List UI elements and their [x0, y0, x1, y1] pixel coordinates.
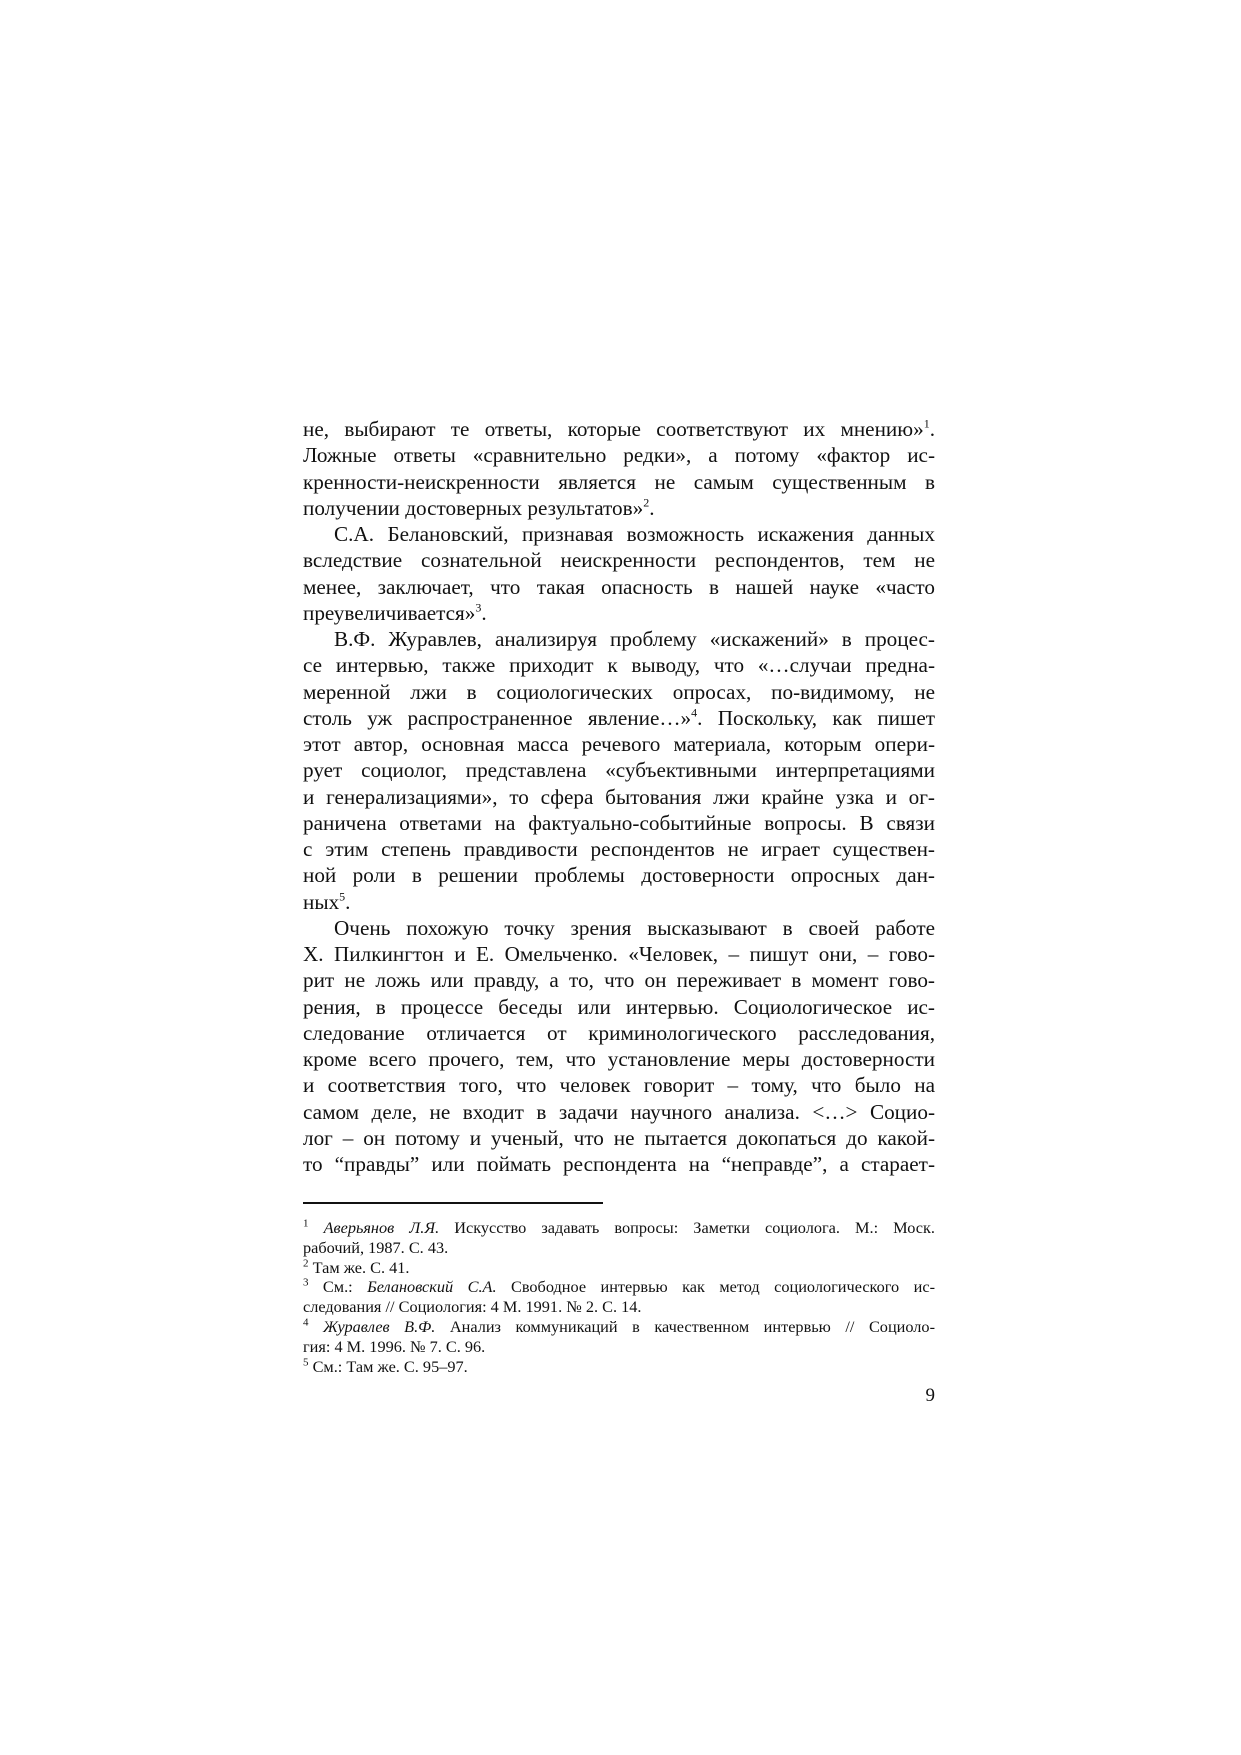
text-line: С.А. Белановский, признавая возможность искажения данных [334, 522, 935, 546]
text-line: лог – он потому и ученый, что не пытается докопаться до какой- [303, 1125, 935, 1150]
text-line: менее, заключает, что такая опасность в нашей науке «часто [303, 574, 935, 599]
text-line: кроме всего прочего, тем, что установление меры достоверности [303, 1047, 935, 1071]
footnote-1-cont: рабочий, 1987. С. 43. [303, 1237, 449, 1257]
text-line: то “правды” или поймать респондента на “неправде”, а старает- [303, 1152, 935, 1176]
text-line: Х. Пилкингтон и Е. Омельченко. «Человек, – пишут они, – гово- [303, 942, 935, 966]
text-line: рует социолог, представлена «субъективными интерпретациями [303, 758, 935, 783]
footnote-mark: 5 [303, 1355, 309, 1368]
footnote-1: $^1$ Аверьянов Л.Я. Искусство задавать вопросы: Заметки социолога. М.: Моск. [303, 1217, 935, 1237]
text-line: самом деле, не входит в задачи научного анализа. <…> Социо- [303, 1099, 935, 1124]
text-line: кренности-неискренности является не самым существенным в [303, 469, 935, 494]
text-line: и соответствия того, что человек говорит – тому, что было на [303, 1073, 935, 1098]
text-line: се интервью, также приходит к выводу, что «…случаи предна- [303, 653, 935, 678]
text-line: меренной лжи в социологических опросах, по-видимому, не [303, 679, 935, 704]
text-line: рения, в процессе беседы или интервью. Социологическое ис- [303, 994, 935, 1019]
footnotes [303, 1218, 935, 1376]
footnote-ref[interactable]: 3 [475, 600, 482, 615]
footnote-ref[interactable]: 4 [691, 705, 698, 720]
footnote-ref[interactable]: 1 [923, 416, 930, 431]
footnote-ref[interactable]: 2 [643, 495, 650, 510]
footnote-4-cont: гия: 4 М. 1996. № 7. С. 96. [303, 1336, 486, 1356]
footnote-mark: 3 [303, 1276, 309, 1289]
text-line: столь уж распространенное явление…»$^4$. Поскольку, как пишет [303, 705, 936, 730]
main-text [303, 416, 935, 1177]
text-line: преувеличивается»$^3$. [303, 600, 487, 625]
text-line: В.Ф. Журавлев, анализируя проблему «искажений» в процес- [334, 627, 935, 651]
text-line: получении достоверных результатов»$^2$. [303, 495, 655, 520]
text-line: этот автор, основная масса речевого материала, которым опери- [303, 732, 935, 756]
footnote-separator [303, 1202, 603, 1204]
footnote-mark: 1 [303, 1217, 309, 1230]
footnote-3-cont: следования // Социология: 4 М. 1991. № 2. С. 14. [303, 1297, 642, 1317]
footnote-mark: 4 [303, 1316, 309, 1329]
text-line: раничена ответами на фактуально-событийные вопросы. В связи [303, 810, 935, 835]
text-line: Ложные ответы «сравнительно редки», а потому «фактор ис- [303, 443, 935, 468]
text-line: не, выбирают те ответы, которые соответствуют их мнению»$^1$. [303, 416, 935, 441]
footnote-ref[interactable]: 5 [339, 888, 346, 903]
text-line: ных$^5$. [303, 888, 351, 914]
footnote-2: $^2$ Там же. С. 41. [303, 1257, 410, 1277]
footnote-5: $^5$ См.: Там же. С. 95–97. [303, 1355, 468, 1376]
footnote-mark: 2 [303, 1257, 309, 1269]
text-line: рит не ложь или правду, а то, что он переживает в момент гово- [303, 968, 935, 993]
footnote-4: $^4$ Журавлев В.Ф. Анализ коммуникаций в качественном интервью // Социоло- [303, 1316, 935, 1336]
page-number: 9 [925, 1385, 935, 1406]
text-line: и генерализациями», то сфера бытования лжи крайне узка и ог- [303, 784, 935, 809]
text-line: следование отличается от криминологического расследования, [303, 1020, 935, 1045]
text-line: вследствие сознательной неискренности респондентов, тем не [303, 548, 935, 573]
text-line: Очень похожую точку зрения высказывают в своей работе [334, 915, 935, 940]
footnote-3: $^3$ См.: Белановский С.А. Свободное интервью как метод социологического ис- [303, 1276, 935, 1297]
text-line: с этим степень правдивости респондентов не играет существен- [303, 837, 935, 861]
text-line: ной роли в решении проблемы достоверности опросных дан- [303, 863, 935, 888]
